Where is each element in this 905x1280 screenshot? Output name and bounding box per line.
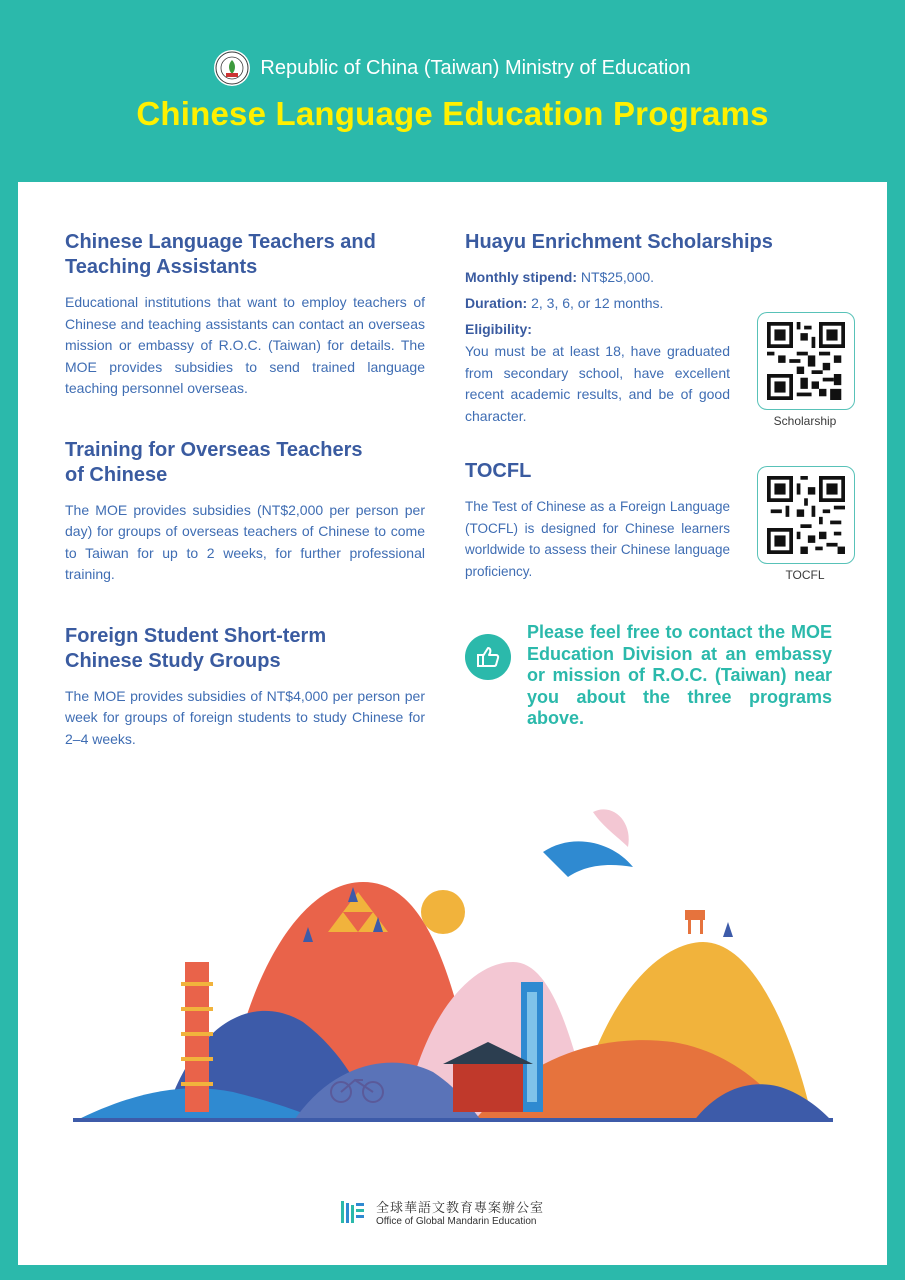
qr-icon <box>767 476 845 554</box>
section-heading <box>65 438 425 488</box>
footer-en: Office of Global Mandarin Education <box>376 1216 537 1227</box>
tocfl-qr-label: TOCFL <box>785 568 825 582</box>
ministry-line <box>0 50 905 86</box>
moe-seal-icon <box>214 50 250 86</box>
scholarship-qr-label: Scholarship <box>773 414 837 428</box>
taiwan-landscape-illustration <box>73 792 833 1162</box>
stipend-value: NT$25,000. <box>577 269 655 285</box>
duration-line <box>465 295 865 311</box>
contact-block <box>465 622 865 732</box>
footer-text <box>376 1197 544 1227</box>
heading-line: Chinese Language Teachers and <box>65 231 376 253</box>
section-heading <box>65 230 425 280</box>
duration-value: 2, 3, 6, or 12 months. <box>527 295 664 311</box>
section-body: The MOE provides subsidies of NT$4,000 per person per week for groups of foreign students to study Chinese for 2–4 weeks. <box>65 687 425 747</box>
stipend-line <box>465 269 865 285</box>
tocfl-body: The Test of Chinese as a Foreign Language (TOCFL) is designed for Chinese learners worldwide to assess their Chinese language proficiency. <box>465 499 730 579</box>
tocfl-heading: TOCFL <box>465 460 532 482</box>
contact-text: Please feel free to contact the MOE Education Division at an embassy or mission of R.O.C. (Taiwan) near you about the three programs above. <box>527 622 832 728</box>
stipend-label: Monthly stipend: <box>465 269 577 285</box>
footer-cn: 全球華語文教育專案辦公室 <box>376 1200 545 1215</box>
page-title: Chinese Language Education Programs <box>136 95 769 132</box>
heading-line: Teaching Assistants <box>65 256 258 278</box>
thumbs-up-icon <box>465 634 511 680</box>
section-teachers <box>65 230 425 400</box>
header <box>0 0 905 182</box>
section-heading <box>65 624 425 674</box>
section-body: The MOE provides subsidies (NT$2,000 per person per day) for groups of overseas teachers of Chinese to come to Taiwan for up to 2 weeks, for further professional training. <box>65 501 425 582</box>
heading-line: Foreign Student Short-term <box>65 624 327 647</box>
mandarin-office-logo-icon <box>338 1197 368 1227</box>
heading-line: of Chinese <box>65 463 168 486</box>
eligibility-body: You must be at least 18, have graduated from secondary school, have excellent recent academic results, and be of good character. <box>465 343 730 424</box>
section-body: Educational institutions that want to employ teachers of Chinese and teaching assistants can contact an overseas mission or embassy of R.O.C. (Taiwan) for details. The MOE provides subsidies to send trained language teaching personnel overseas. <box>65 294 425 396</box>
scholarship-qr-code[interactable] <box>757 312 855 410</box>
scholarship-heading: Huayu Enrichment Scholarships <box>465 231 773 253</box>
content-panel <box>18 182 887 1265</box>
duration-label: Duration: <box>465 295 528 311</box>
tocfl-qr-code[interactable] <box>757 466 855 564</box>
section-study-groups <box>65 624 425 751</box>
heading-line: Training for Overseas Teachers <box>65 438 363 461</box>
heading-line: Chinese Study Groups <box>65 649 281 672</box>
left-column <box>65 230 425 788</box>
section-training <box>65 438 425 586</box>
footer-logo <box>338 1192 598 1232</box>
eligibility-label: Eligibility: <box>465 321 532 337</box>
qr-icon <box>767 322 845 400</box>
ministry-name: Republic of China (Taiwan) Ministry of Education <box>260 56 691 79</box>
